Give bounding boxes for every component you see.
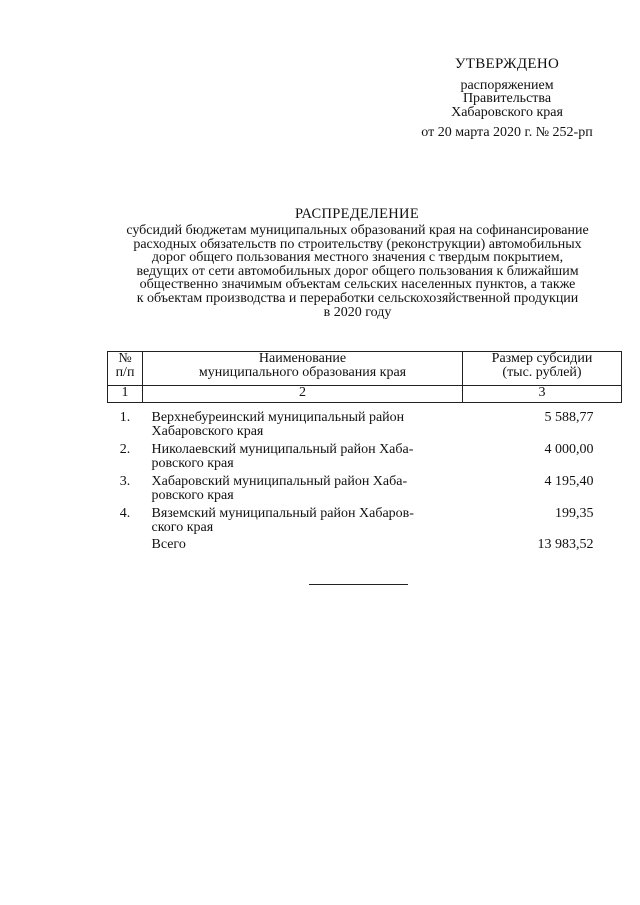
approval-line: Хабаровского края	[451, 104, 563, 120]
subtitle-line: ведущих от сети автомобильных дорог общего пользования к ближайшим	[136, 263, 579, 279]
subtitle-line: к объектам производства и переработки сельскохозяйственной продукции	[136, 290, 579, 306]
subtitle-line: расходных обязательств по строительству (реконструкции) автомобильных	[133, 236, 582, 252]
row-name: Николаевский муниципальный район Хаба- ровского края	[151, 442, 414, 471]
row-name: Хабаровский муниципальный район Хаба- ровского края	[151, 474, 408, 503]
column-number: 1	[108, 386, 143, 403]
column-number: 3	[463, 386, 622, 403]
column-number-row	[108, 386, 622, 403]
table-header-row	[108, 352, 622, 386]
table-row	[108, 403, 622, 439]
row-amount: 5 588,77	[544, 410, 594, 425]
document-subtitle	[100, 224, 615, 319]
row-index: 4.	[119, 506, 131, 521]
document-title: РАСПРЕДЕЛЕНИЕ	[295, 206, 419, 222]
subtitle-line: дорог общего пользования местного значения с твердым покрытием,	[151, 250, 564, 266]
approval-block	[392, 58, 622, 140]
approval-heading: УТВЕРЖДЕНО	[454, 56, 560, 72]
row-amount: 4 000,00	[544, 442, 594, 457]
header-number: № п/п	[108, 352, 143, 386]
row-name: Вяземский муниципальный район Хабаров- ского края	[151, 506, 414, 535]
row-amount: 199,35	[555, 506, 594, 521]
row-index: 2.	[119, 442, 131, 457]
total-amount: 13 983,52	[537, 537, 594, 552]
header-name: Наименование муниципального образования края	[143, 352, 463, 386]
subtitle-line: субсидий бюджетам муниципальных образований края на софинансирование	[126, 223, 589, 238]
table-row	[108, 438, 622, 470]
header-amount: Размер субсидии (тыс. рублей)	[463, 352, 622, 386]
row-name: Верхнебуреинский муниципальный район Хабаровского края	[151, 410, 405, 439]
row-index: 1.	[119, 410, 131, 425]
table-row	[108, 502, 622, 534]
subtitle-line: в 2020 году	[323, 304, 392, 320]
distribution-table	[107, 351, 622, 552]
approval-date: от 20 марта 2020 г. № 252-рп	[421, 125, 593, 140]
approval-line: Правительства	[462, 91, 552, 106]
closing-divider	[309, 584, 408, 585]
subtitle-line: общественно значимым объектам сельских населенных пунктов, а также	[139, 277, 576, 293]
approval-line: распоряжением	[460, 77, 554, 93]
total-label: Всего	[151, 537, 186, 552]
row-amount: 4 195,40	[544, 474, 594, 489]
table-row	[108, 470, 622, 502]
total-row	[108, 534, 622, 552]
total-index	[108, 534, 143, 552]
row-index: 3.	[119, 474, 131, 489]
column-number: 2	[143, 386, 463, 403]
